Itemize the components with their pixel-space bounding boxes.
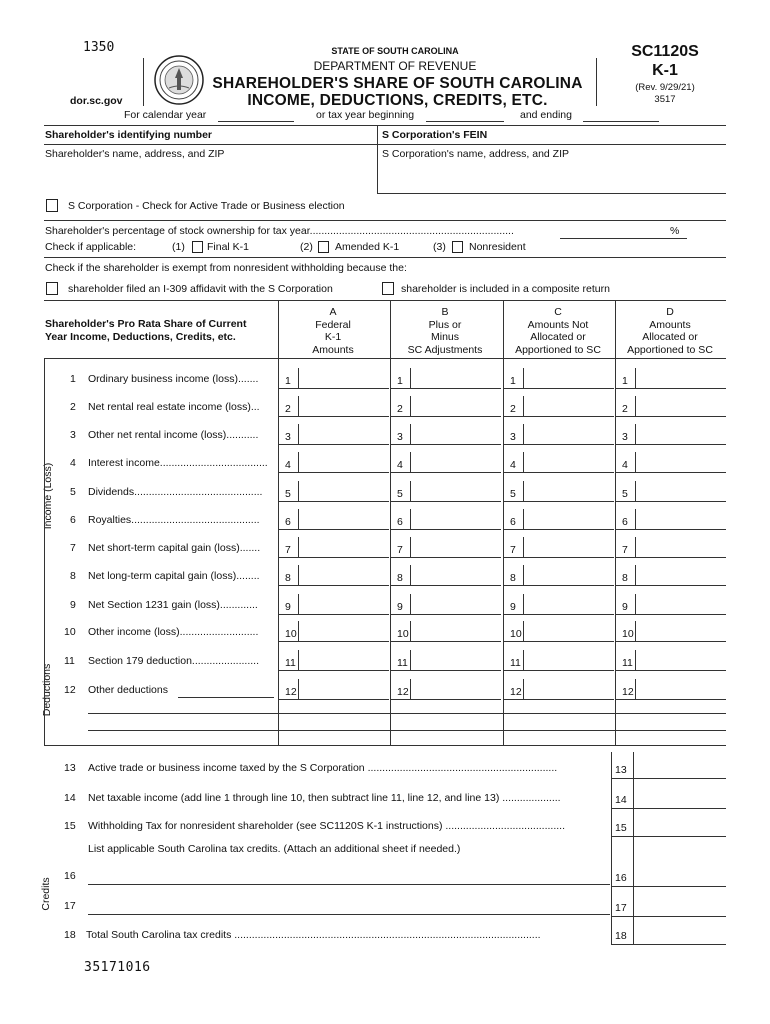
column-header-line: Minus	[430, 331, 459, 343]
cell-line-number: 10	[285, 628, 297, 640]
cell-line-number: 3	[397, 431, 403, 443]
exempt-label: Check if the shareholder is exempt from nonresident withholding because the:	[45, 262, 407, 274]
amount-field-a[interactable]	[298, 453, 388, 471]
cell-line-number: 4	[285, 459, 291, 471]
amount-field-d[interactable]	[635, 566, 725, 584]
calendar-year-label: For calendar year	[124, 109, 207, 121]
table-heading-line2: Year Income, Deductions, Credits, etc.	[45, 331, 236, 343]
row-label: Section 179 deduction.......................	[88, 655, 260, 667]
cell-line-number: 4	[622, 459, 628, 471]
column-header-line: K-1	[324, 331, 342, 343]
row-label: Dividends............................................	[88, 486, 263, 498]
amount-field-b[interactable]	[410, 680, 500, 698]
amount-field-a[interactable]	[298, 538, 388, 556]
row-number: 8	[70, 570, 76, 582]
amount-field-d[interactable]	[635, 680, 725, 698]
amount-field-c[interactable]	[523, 510, 613, 528]
amount-field-b[interactable]	[410, 453, 500, 471]
amount-field-c[interactable]	[523, 482, 613, 500]
barcode-number: 35171016	[84, 960, 151, 975]
row-label: Net long-term capital gain (loss)........	[88, 570, 260, 582]
form-title-line2: INCOME, DEDUCTIONS, CREDITS, ETC.	[247, 92, 548, 109]
amount-field-a[interactable]	[298, 425, 388, 443]
cell-line-number: 5	[510, 488, 516, 500]
row-number: 13	[64, 762, 76, 774]
cell-line-number: 12	[622, 686, 634, 698]
percent-sign: %	[670, 225, 680, 237]
amount-field-b[interactable]	[410, 510, 500, 528]
cell-line-number: 12	[285, 686, 297, 698]
amount-field-c[interactable]	[523, 425, 613, 443]
cell-line-number: 7	[285, 544, 291, 556]
amount-field-b[interactable]	[410, 538, 500, 556]
cell-line-number: 10	[397, 628, 409, 640]
cell-line-number: 8	[285, 572, 291, 584]
table-heading-line1: Shareholder's Pro Rata Share of Current	[45, 318, 247, 330]
cell-line-number: 8	[397, 572, 403, 584]
column-header-line: SC Adjustments	[407, 343, 483, 356]
shareholder-name-label: Shareholder's name, address, and ZIP	[45, 148, 225, 160]
section-credits-label: Credits	[40, 877, 52, 911]
row-number: 3	[70, 429, 76, 441]
cell-line-number: 7	[622, 544, 628, 556]
row-number: 12	[64, 684, 76, 696]
amount-field-d[interactable]	[635, 369, 725, 387]
cell-line-number: 15	[615, 822, 627, 834]
row-label: Withholding Tax for nonresident shareholder (see SC1120S K-1 instructions) .........................................	[88, 820, 565, 832]
state-name: STATE OF SOUTH CAROLINA	[331, 46, 459, 56]
active-trade-label: S Corporation - Check for Active Trade or Business election	[68, 200, 345, 212]
row-number: 5	[70, 486, 76, 498]
amount-field-b[interactable]	[410, 566, 500, 584]
amount-field-a[interactable]	[298, 622, 388, 640]
amount-field-a[interactable]	[298, 595, 388, 613]
line-13-amount-field[interactable]	[634, 756, 726, 776]
cell-line-number: 1	[397, 375, 403, 387]
row-label: Net rental real estate income (loss)...	[88, 401, 260, 413]
cell-line-number: 5	[622, 488, 628, 500]
row-label: Other net rental income (loss)...........	[88, 429, 259, 441]
cell-line-number: 9	[510, 601, 516, 613]
active-trade-checkbox[interactable]	[46, 199, 58, 212]
row-number: 17	[64, 900, 76, 912]
other-deductions-extra-line[interactable]	[88, 713, 726, 714]
row-label: Net short-term capital gain (loss).......	[88, 542, 261, 554]
row-number: 15	[64, 820, 76, 832]
percentage-field[interactable]	[560, 238, 687, 239]
cell-line-number: 1	[622, 375, 628, 387]
row-label: Other income (loss)...........................	[88, 626, 259, 638]
amount-field-c[interactable]	[523, 680, 613, 698]
composite-return-label: shareholder is included in a composite return	[401, 283, 610, 295]
calendar-year-field[interactable]	[218, 121, 294, 122]
cell-line-number: 5	[285, 488, 291, 500]
tax-year-end-field[interactable]	[583, 121, 659, 122]
cell-line-number: 1	[510, 375, 516, 387]
amount-field-d[interactable]	[635, 482, 725, 500]
amended-k1-checkbox[interactable]	[318, 241, 329, 253]
cell-line-number: 6	[397, 516, 403, 528]
amount-field-b[interactable]	[410, 482, 500, 500]
row-number: 16	[64, 870, 76, 882]
corp-name-label: S Corporation's name, address, and ZIP	[382, 148, 570, 160]
cell-line-number: 9	[397, 601, 403, 613]
amount-field-b[interactable]	[410, 425, 500, 443]
column-letter: A	[329, 306, 337, 318]
amount-field-c[interactable]	[523, 453, 613, 471]
cell-line-number: 17	[615, 902, 627, 914]
form-number: SC1120S	[631, 43, 699, 60]
column-letter: D	[666, 306, 674, 318]
amount-field-c[interactable]	[523, 538, 613, 556]
row-label: Net Section 1231 gain (loss).............	[88, 599, 258, 611]
amount-field-d[interactable]	[635, 510, 725, 528]
cell-line-number: 13	[615, 764, 627, 776]
cell-line-number: 6	[622, 516, 628, 528]
column-header-line: Apportioned to SC	[627, 343, 713, 356]
amount-field-d[interactable]	[635, 425, 725, 443]
cell-line-number: 11	[510, 657, 521, 669]
composite-return-checkbox[interactable]	[382, 282, 394, 295]
column-header-line: Plus or	[428, 318, 462, 331]
cell-line-number: 14	[615, 794, 627, 806]
cell-line-number: 12	[397, 686, 409, 698]
cell-line-number: 18	[615, 930, 627, 942]
other-deductions-extra-line[interactable]	[88, 730, 726, 731]
amount-field-d[interactable]	[635, 538, 725, 556]
cell-line-number: 4	[510, 459, 516, 471]
amount-field-a[interactable]	[298, 369, 388, 387]
revision-date: (Rev. 9/29/21)	[635, 82, 695, 93]
cell-line-number: 7	[510, 544, 516, 556]
row-label: Royalties............................................	[88, 514, 260, 526]
column-header-b	[390, 306, 500, 356]
shareholder-name-field[interactable]	[45, 162, 375, 190]
final-k1-checkbox[interactable]	[192, 241, 203, 253]
amount-field-c[interactable]	[523, 622, 613, 640]
cell-line-number: 9	[622, 601, 628, 613]
line-15-amount-field[interactable]	[634, 814, 726, 834]
final-k1-num: (1)	[172, 241, 185, 253]
amount-field-a[interactable]	[298, 397, 388, 415]
total-credits-field[interactable]	[634, 922, 726, 942]
shareholder-id-label: Shareholder's identifying number	[45, 129, 213, 141]
tax-year-begin-field[interactable]	[426, 121, 504, 122]
credit-description-field[interactable]	[88, 914, 610, 915]
form-code: 3517	[654, 94, 676, 105]
column-header-line: Amounts Not	[527, 318, 589, 331]
form-sub: K-1	[652, 62, 678, 79]
row-label: Other deductions	[88, 684, 168, 696]
i309-checkbox[interactable]	[46, 282, 58, 295]
other-deductions-field[interactable]	[178, 697, 274, 698]
row-number: 2	[70, 401, 76, 413]
cell-line-number: 9	[285, 601, 291, 613]
column-header-d	[615, 306, 725, 356]
amount-field-d[interactable]	[635, 453, 725, 471]
cell-line-number: 8	[622, 572, 628, 584]
section-deductions-label: Deductions	[41, 663, 53, 717]
cell-line-number: 10	[510, 628, 522, 640]
cell-line-number: 6	[285, 516, 291, 528]
amended-k1-label: Amended K-1	[335, 241, 400, 253]
column-header-line: Amounts	[649, 318, 691, 331]
cell-line-number: 4	[397, 459, 403, 471]
cell-line-number: 11	[397, 657, 408, 669]
row-number: 1	[70, 373, 76, 385]
credit-amount-field[interactable]	[634, 864, 726, 884]
amount-field-c[interactable]	[523, 397, 613, 415]
column-letter: B	[441, 306, 449, 318]
row-number: 18	[64, 929, 76, 941]
cell-line-number: 11	[285, 657, 296, 669]
cell-line-number: 2	[622, 403, 628, 415]
cell-line-number: 3	[285, 431, 291, 443]
amount-field-b[interactable]	[410, 397, 500, 415]
row-number: 10	[64, 626, 76, 638]
amount-field-c[interactable]	[523, 595, 613, 613]
amount-field-d[interactable]	[635, 651, 725, 669]
nonresident-num: (3)	[433, 241, 446, 253]
row-label: Interest income.....................................	[88, 457, 268, 469]
amount-field-c[interactable]	[523, 369, 613, 387]
row-number: 11	[64, 655, 75, 667]
row-label: Total South Carolina tax credits .........................................................................................................	[86, 929, 541, 941]
column-header-line: Apportioned to SC	[515, 343, 601, 356]
i309-label: shareholder filed an I-309 affidavit with the S Corporation	[68, 283, 333, 295]
tax-year-label: or tax year beginning	[316, 109, 415, 121]
cell-line-number: 16	[615, 872, 627, 884]
cell-line-number: 11	[622, 657, 633, 669]
column-header-a	[278, 306, 388, 356]
amount-field-b[interactable]	[410, 622, 500, 640]
state-seal	[153, 54, 205, 106]
column-header-line: Federal	[315, 318, 351, 331]
cell-line-number: 5	[397, 488, 403, 500]
amount-field-b[interactable]	[410, 595, 500, 613]
cell-line-number: 3	[510, 431, 516, 443]
amount-field-a[interactable]	[298, 566, 388, 584]
amount-field-c[interactable]	[523, 651, 613, 669]
column-header-line: Amounts	[312, 343, 354, 356]
row-number: 4	[70, 457, 76, 469]
corp-name-field[interactable]	[380, 162, 724, 190]
amended-k1-num: (2)	[300, 241, 313, 253]
cell-line-number: 2	[285, 403, 291, 415]
amount-field-a[interactable]	[298, 510, 388, 528]
row-label: Active trade or business income taxed by the S Corporation .................................................................	[88, 762, 558, 774]
amount-field-c[interactable]	[523, 566, 613, 584]
cell-line-number: 12	[510, 686, 522, 698]
amount-field-a[interactable]	[298, 680, 388, 698]
percentage-label: Shareholder's percentage of stock ownership for tax year......................................................................	[45, 225, 514, 237]
cell-line-number: 2	[397, 403, 403, 415]
check-if-applicable-label: Check if applicable:	[45, 241, 137, 253]
amount-field-d[interactable]	[635, 595, 725, 613]
column-letter: C	[554, 306, 562, 318]
column-header-line: Allocated or	[530, 331, 586, 343]
amount-field-b[interactable]	[410, 369, 500, 387]
website: dor.sc.gov	[70, 95, 123, 107]
column-header-line: Allocated or	[642, 331, 698, 343]
cell-line-number: 6	[510, 516, 516, 528]
row-label: Ordinary business income (loss).......	[88, 373, 259, 385]
credit-amount-field[interactable]	[634, 894, 726, 914]
column-header-c	[503, 306, 613, 356]
corner-code: 1350	[83, 40, 115, 55]
cell-line-number: 10	[622, 628, 634, 640]
line-14-amount-field[interactable]	[634, 786, 726, 806]
credits-note: List applicable South Carolina tax credits. (Attach an additional sheet if needed.)	[88, 843, 461, 855]
corp-fein-label: S Corporation's FEIN	[382, 129, 488, 141]
amount-field-d[interactable]	[635, 622, 725, 640]
form-title-line1: SHAREHOLDER'S SHARE OF SOUTH CAROLINA	[212, 75, 583, 92]
amount-field-b[interactable]	[410, 651, 500, 669]
amount-field-a[interactable]	[298, 482, 388, 500]
credit-description-field[interactable]	[88, 884, 610, 885]
ending-label: and ending	[520, 109, 572, 121]
cell-line-number: 7	[397, 544, 403, 556]
row-label: Net taxable income (add line 1 through line 10, then subtract line 11, line 12, and line 13) ....................	[88, 792, 561, 804]
department-name: DEPARTMENT OF REVENUE	[313, 59, 477, 73]
nonresident-label: Nonresident	[469, 241, 526, 253]
row-number: 7	[70, 542, 76, 554]
amount-field-a[interactable]	[298, 651, 388, 669]
section-income-label: Income (Loss)	[42, 462, 54, 530]
cell-line-number: 1	[285, 375, 291, 387]
row-number: 9	[70, 599, 76, 611]
cell-line-number: 3	[622, 431, 628, 443]
amount-field-d[interactable]	[635, 397, 725, 415]
row-number: 14	[64, 792, 76, 804]
final-k1-label: Final K-1	[207, 241, 250, 253]
nonresident-checkbox[interactable]	[452, 241, 463, 253]
cell-line-number: 2	[510, 403, 516, 415]
cell-line-number: 8	[510, 572, 516, 584]
row-number: 6	[70, 514, 76, 526]
